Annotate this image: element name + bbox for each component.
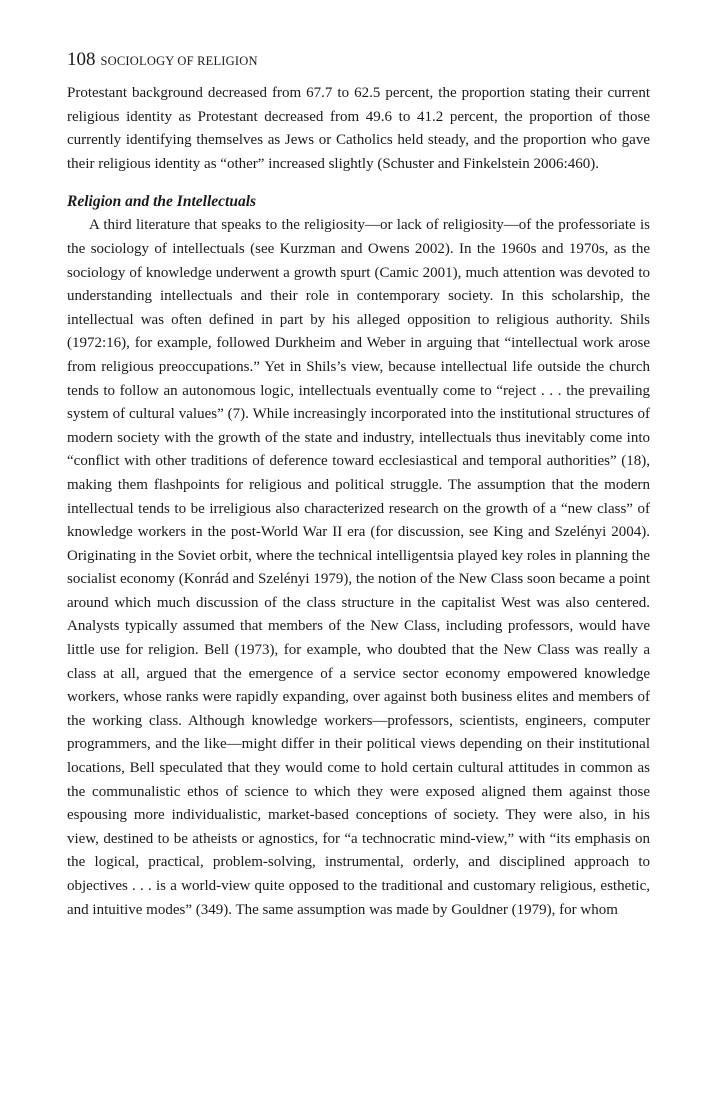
body-paragraph-1: Protestant background decreased from 67.7 to 62.5 percent, the proportion stating their current religious identity as Protestant decreased from 49.6 to 41.2 percent, the proportion of those currently identifying themselves as Jews or Catholics held steady, and the proportion who gave their religious identity as “other” increased slightly (Schuster and Finkelstein 2006:460). [67,85,650,172]
body-paragraph-2: A third literature that speaks to the religiosity—or lack of religiosity—of the professoriate is the sociology of intellectuals (see Kurzman and Owens 2002). In the 1960s and 1970s, as the sociology of knowledge underwent a growth spurt (Camic 2001), much attention was devoted to understanding intellectuals and their role in contemporary society. In this scholarship, the intellectual was often defined in part by his alleged opposition to religious authority. Shils (1972:16), for example, followed Durkheim and Weber in arguing that “intellectual work arose from religious preoccupations.” Yet in Shils’s view, because intellectual life outside the church tends to follow an autonomous logic, intellectuals eventually come to “reject . . . the prevailing system of cultural values” (7). While increasingly incorporated into the institutional structures of modern society with the growth of the state and industry, intellectuals thus inevitably come into “conflict with other traditions of deference toward ecclesiastical and temporal authorities” (18), making them flashpoints for religious and political struggle. The assumption that the modern intellectual tends to be irreligious also characterized research on the growth of a “new class” of knowledge workers in the post-World War II era (for discussion, see King and Szelényi 2004). Originating in the Soviet orbit, where the technical intelligentsia played key roles in planning the socialist economy (Konrád and Szelényi 1979), the notion of the New Class soon became a point around which much discussion of the class structure in the capitalist West was also centered. Analysts typically assumed that members of the New Class, including professors, would have little use for religion. Bell (1973), for example, who doubted that the New Class was really a class at all, argued that the emergence of a service sector economy empowered knowledge workers, whose ranks were rapidly expanding, over against both business elites and members of the working class. Although knowledge workers—professors, scientists, engineers, computer programmers, and the like—might differ in their political views depending on their institutional locations, Bell speculated that they would come to hold certain cultural attitudes in common as the communalistic ethos of science to which they were exposed aligned them against those espousing more individualistic, market-based conceptions of society. They were also, in his view, destined to be atheists or agnostics, for “a technocratic mind-view,” with “its emphasis on the logical, practical, problem-solving, instrumental, orderly, and disciplined approach to objectives . . . is a world-view quite opposed to the traditional and customary religious, esthetic, and intuitive modes” (349). The same assumption was made by Gouldner (1979), for whom [67,217,650,918]
book-page [67,48,650,922]
section-heading: Religion and the Intellectuals [67,193,257,211]
page-number: 108 [67,49,96,70]
running-head [67,48,650,72]
running-title: SOCIOLOGY OF RELIGION [100,54,258,68]
